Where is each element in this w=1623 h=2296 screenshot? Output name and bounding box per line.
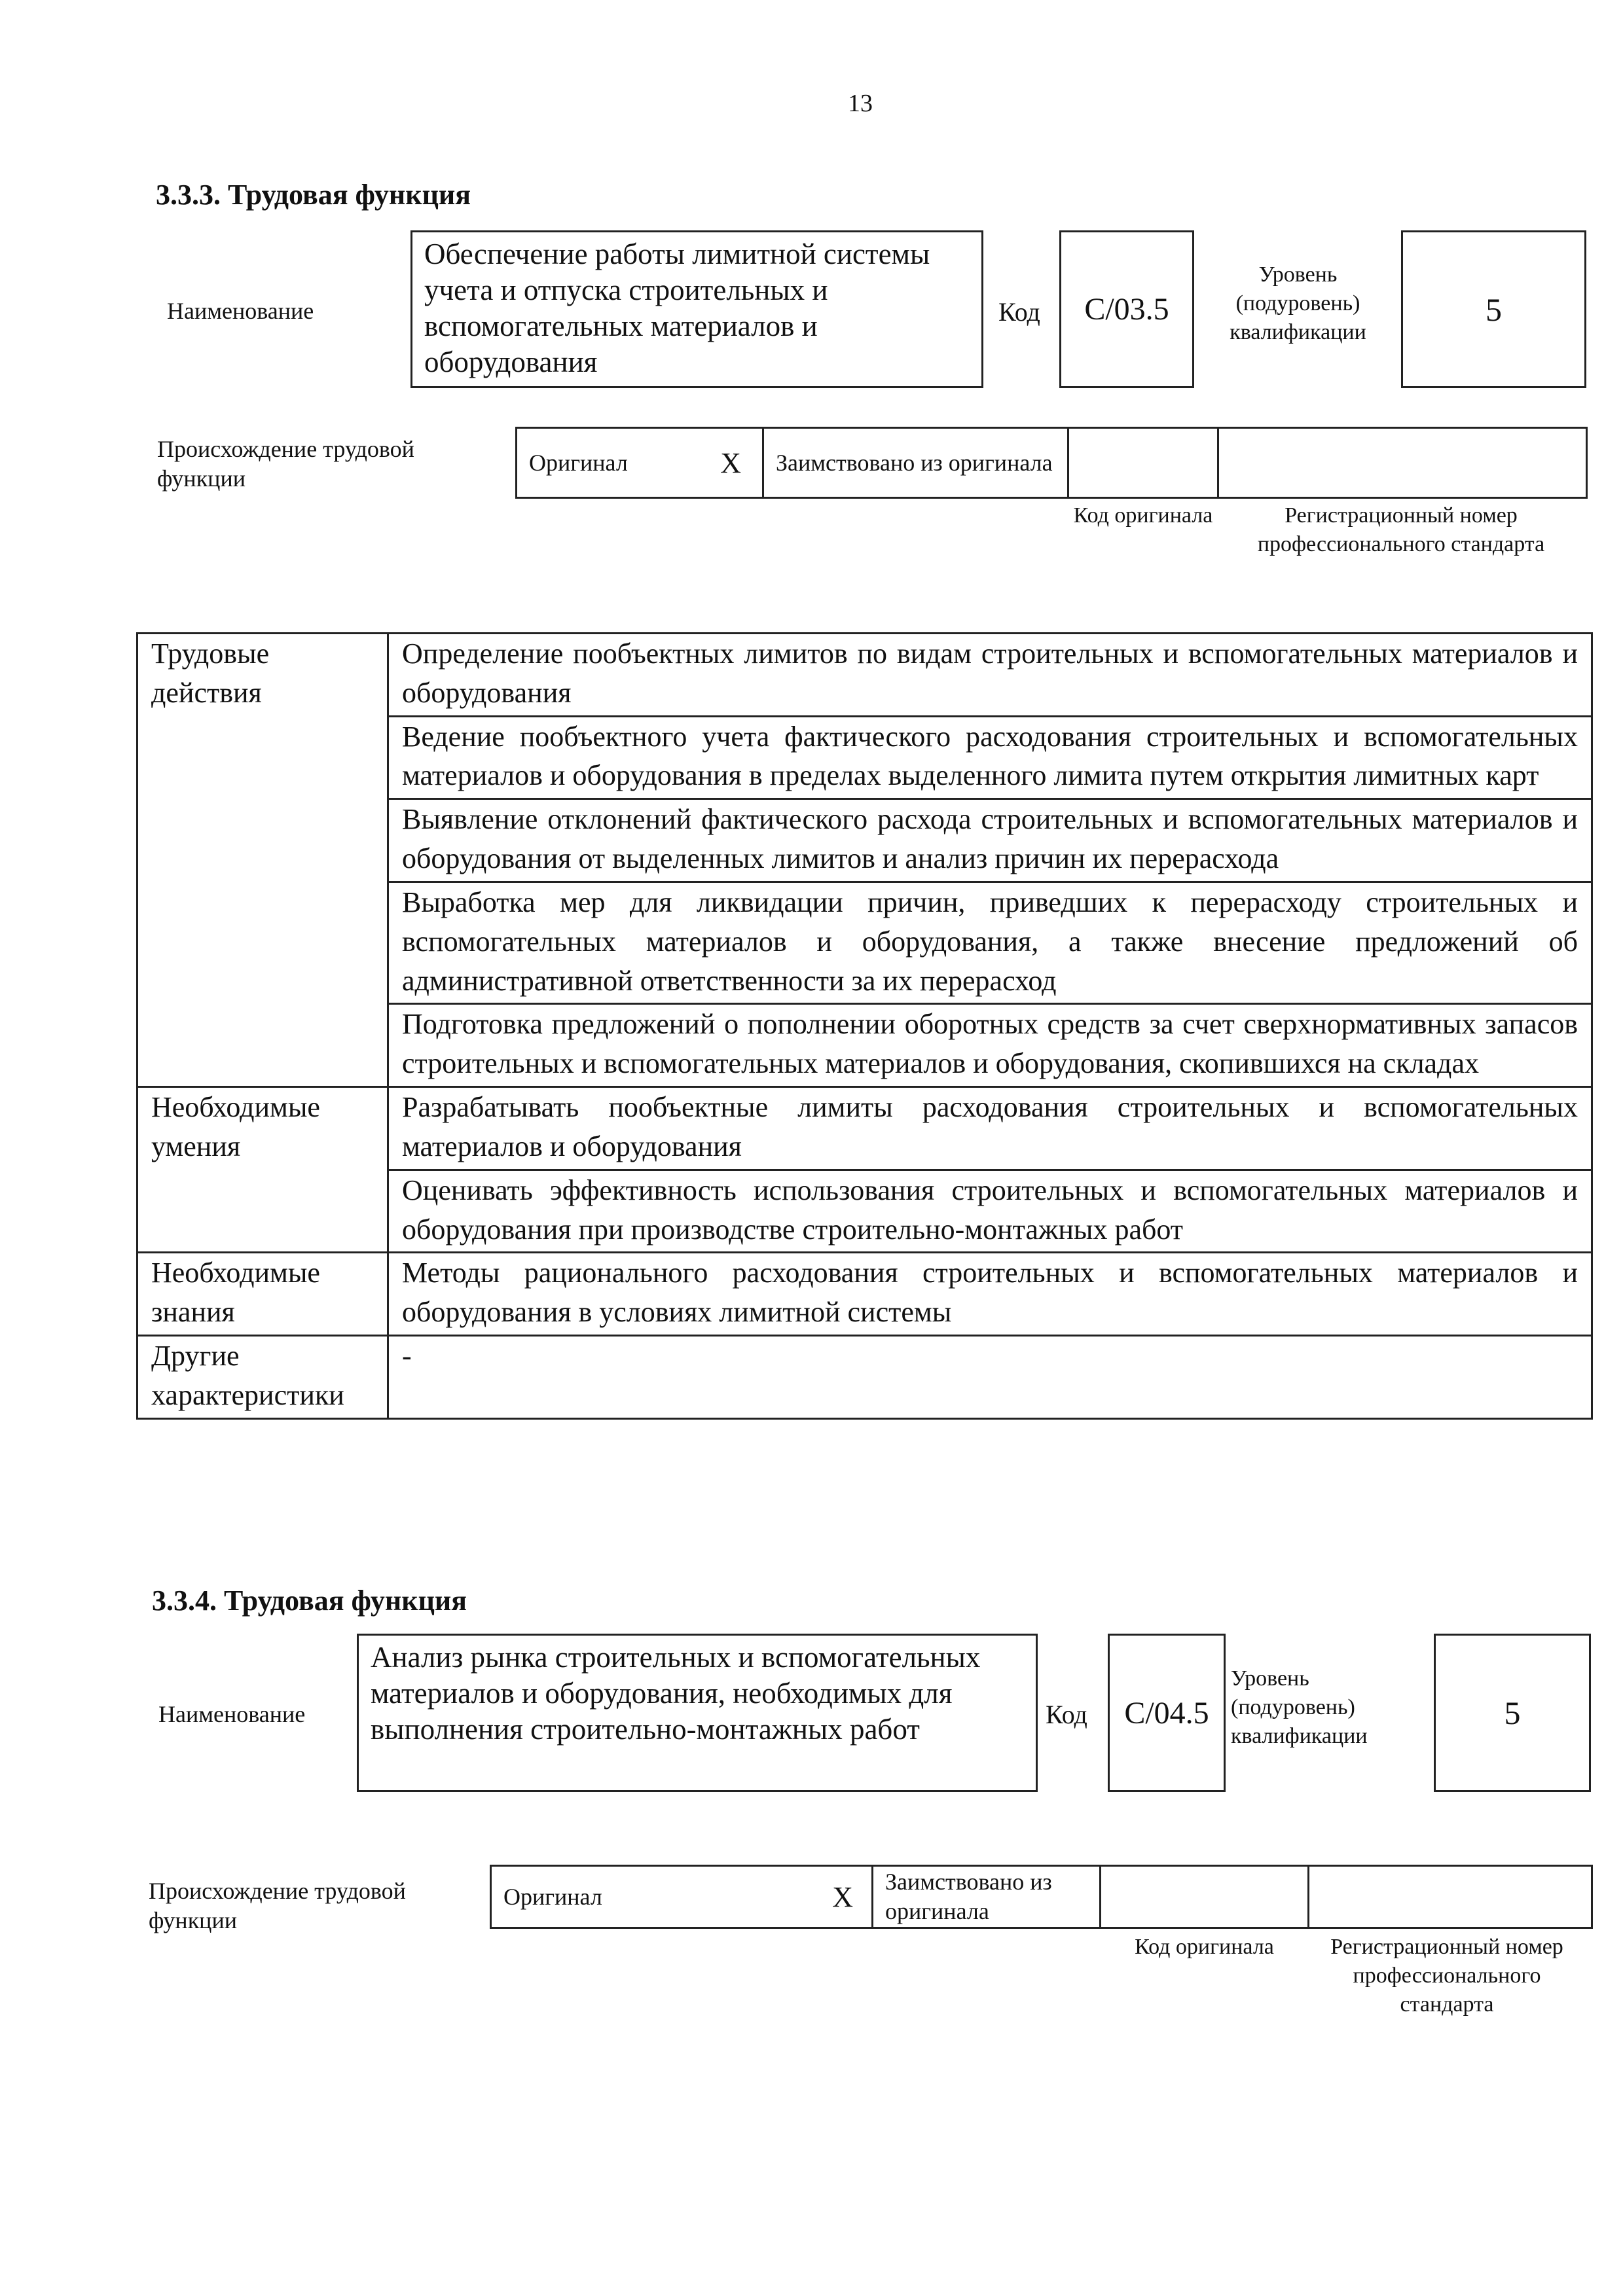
- table-cell: Выработка мер для ликвидации причин, приведших к перерасходу строительных и вспомогательных материалов и оборудования, а также внесение предложений об административной ответственности за их перерасход: [388, 882, 1592, 1003]
- code-original-label: Код оригинала: [1135, 1935, 1274, 1959]
- table-cell: -: [388, 1336, 1592, 1419]
- borrowed-cell: Заимствовано из оригинала: [762, 427, 1069, 499]
- function-name-box: Обеспечение работы лимитной системы учета и отпуска строительных и вспомогательных материалов и оборудования: [410, 230, 983, 388]
- function-code-box: C/03.5: [1059, 230, 1194, 388]
- level-label: Уровень (подуровень) квалификации: [1230, 262, 1366, 345]
- original-label: Оригинал: [529, 449, 628, 476]
- category-cell: Другие характеристики: [137, 1336, 388, 1419]
- table-cell: Оценивать эффективность использования строительных и вспомогательных материалов и оборудования при производстве строительно-монтажных работ: [388, 1170, 1592, 1253]
- category-cell: Необходимые знания: [137, 1253, 388, 1336]
- page-number: 13: [848, 90, 873, 117]
- origin-label: Происхождение трудовой функции: [149, 1878, 406, 1933]
- table-row: [137, 1253, 1592, 1336]
- category-cell: Трудовые действия: [137, 634, 388, 1087]
- original-mark: X: [720, 446, 741, 479]
- original-cell: [515, 427, 764, 499]
- table-cell: Методы рационального расходования строительных и вспомогательных материалов и оборудования в условиях лимитной системы: [388, 1253, 1592, 1336]
- code-label: Код: [1046, 1700, 1087, 1729]
- table-row: [137, 1336, 1592, 1419]
- name-label: Наименование: [158, 1701, 306, 1727]
- function-details-table: [136, 632, 1593, 1420]
- table-cell: Разрабатывать пообъектные лимиты расходования строительных и вспомогательных материалов и оборудования: [388, 1087, 1592, 1170]
- code-original-cell: [1099, 1865, 1309, 1929]
- section-heading-333: 3.3.3. Трудовая функция: [156, 179, 471, 211]
- function-code-box: C/04.5: [1108, 1634, 1226, 1792]
- level-value-box: 5: [1434, 1634, 1591, 1792]
- code-label: Код: [998, 297, 1040, 327]
- reg-number-cell: [1217, 427, 1588, 499]
- section-heading-334: 3.3.4. Трудовая функция: [152, 1585, 467, 1617]
- table-cell: Выявление отклонений фактического расхода строительных и вспомогательных материалов и оборудования от выделенных лимитов и анализ причин их перерасхода: [388, 799, 1592, 882]
- name-label: Наименование: [167, 298, 314, 324]
- level-value-box: 5: [1401, 230, 1586, 388]
- reg-number-label: Регистрационный номер профессионального стандарта: [1330, 1935, 1563, 2017]
- table-row: [137, 1087, 1592, 1170]
- borrowed-cell: Заимствовано из оригинала: [871, 1865, 1101, 1929]
- original-label: Оригинал: [503, 1883, 602, 1910]
- code-original-label: Код оригинала: [1073, 503, 1213, 528]
- level-label: Уровень (подуровень) квалификации: [1231, 1666, 1368, 1749]
- table-cell: Определение пообъектных лимитов по видам строительных и вспомогательных материалов и оборудования: [388, 634, 1592, 717]
- table-cell: Ведение пообъектного учета фактического расходования строительных и вспомогательных материалов и оборудования в пределах выделенного лимита путем открытия лимитных карт: [388, 716, 1592, 799]
- category-cell: Необходимые умения: [137, 1087, 388, 1253]
- function-name-box: Анализ рынка строительных и вспомогательных материалов и оборудования, необходимых для выполнения строительно-монтажных работ: [357, 1634, 1038, 1792]
- reg-number-cell: [1307, 1865, 1593, 1929]
- table-cell: Подготовка предложений о пополнении оборотных средств за счет сверхнормативных запасов строительных и вспомогательных материалов и оборудования, скопившихся на складах: [388, 1004, 1592, 1087]
- original-mark: X: [832, 1880, 853, 1913]
- origin-label: Происхождение трудовой функции: [157, 436, 414, 492]
- code-original-cell: [1067, 427, 1219, 499]
- table-row: [137, 634, 1592, 717]
- reg-number-label: Регистрационный номер профессионального стандарта: [1257, 503, 1545, 557]
- original-cell: [490, 1865, 873, 1929]
